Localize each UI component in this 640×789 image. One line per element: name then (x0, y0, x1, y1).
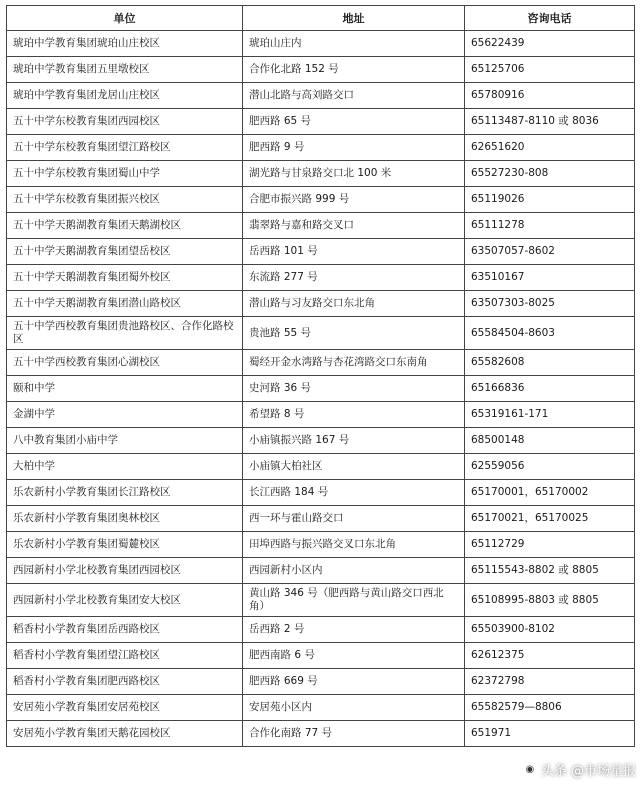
cell-address: 湖光路与甘泉路交口北 100 米 (243, 161, 465, 187)
table-row (7, 291, 635, 317)
cell-unit: 稻香村小学教育集团岳西路校区 (7, 617, 243, 643)
cell-phone: 62612375 (465, 643, 635, 669)
cell-address: 小庙镇振兴路 167 号 (243, 428, 465, 454)
cell-address: 岳西路 2 号 (243, 617, 465, 643)
cell-unit: 稻香村小学教育集团望江路校区 (7, 643, 243, 669)
cell-phone: 65582579—8806 (465, 695, 635, 721)
cell-address: 史河路 36 号 (243, 376, 465, 402)
cell-address: 肥西路 9 号 (243, 135, 465, 161)
table-row (7, 83, 635, 109)
cell-address: 合作化北路 152 号 (243, 57, 465, 83)
cell-address: 小庙镇大柏社区 (243, 454, 465, 480)
headline-logo-icon: ◉ (523, 762, 537, 776)
cell-address: 肥西南路 6 号 (243, 643, 465, 669)
cell-unit: 五十中学天鹅湖教育集团望岳校区 (7, 239, 243, 265)
table-header-row (7, 6, 635, 31)
table-row (7, 428, 635, 454)
cell-phone: 65582608 (465, 350, 635, 376)
cell-phone: 65527230-808 (465, 161, 635, 187)
table-row (7, 402, 635, 428)
cell-phone: 65170001，65170002 (465, 480, 635, 506)
table-row (7, 109, 635, 135)
cell-address: 肥西路 65 号 (243, 109, 465, 135)
cell-phone: 65780916 (465, 83, 635, 109)
watermark-text: 头条 @市场星报 (540, 763, 636, 779)
table-row (7, 213, 635, 239)
cell-unit: 颐和中学 (7, 376, 243, 402)
cell-phone: 65503900-8102 (465, 617, 635, 643)
table-row (7, 669, 635, 695)
cell-unit: 金湖中学 (7, 402, 243, 428)
cell-phone: 63510167 (465, 265, 635, 291)
cell-unit: 乐农新村小学教育集团蜀麓校区 (7, 532, 243, 558)
cell-phone: 63507303-8025 (465, 291, 635, 317)
table-row (7, 721, 635, 747)
cell-address: 希望路 8 号 (243, 402, 465, 428)
cell-address: 合肥市振兴路 999 号 (243, 187, 465, 213)
cell-phone: 65125706 (465, 57, 635, 83)
cell-unit: 稻香村小学教育集团肥西路校区 (7, 669, 243, 695)
cell-phone: 65115543-8802 或 8805 (465, 558, 635, 584)
cell-phone: 65170021，65170025 (465, 506, 635, 532)
cell-unit: 五十中学西校教育集团心湖校区 (7, 350, 243, 376)
cell-address: 翡翠路与嘉和路交叉口 (243, 213, 465, 239)
table-row (7, 454, 635, 480)
cell-unit: 五十中学天鹅湖教育集团天鹅湖校区 (7, 213, 243, 239)
cell-phone: 65319161-171 (465, 402, 635, 428)
cell-unit: 五十中学天鹅湖教育集团蜀外校区 (7, 265, 243, 291)
table-body (7, 31, 635, 747)
header-phone: 咨询电话 (465, 6, 635, 31)
table-row (7, 506, 635, 532)
cell-unit: 安居苑小学教育集团天鹅花园校区 (7, 721, 243, 747)
table-row (7, 350, 635, 376)
cell-unit: 五十中学天鹅湖教育集团潜山路校区 (7, 291, 243, 317)
cell-phone: 65166836 (465, 376, 635, 402)
cell-unit: 八中教育集团小庙中学 (7, 428, 243, 454)
cell-phone: 63507057-8602 (465, 239, 635, 265)
cell-unit: 琥珀中学教育集团龙居山庄校区 (7, 83, 243, 109)
cell-unit: 五十中学西校教育集团贵池路校区、合作化路校区 (7, 317, 243, 350)
cell-phone: 62651620 (465, 135, 635, 161)
table-row (7, 265, 635, 291)
cell-address: 合作化南路 77 号 (243, 721, 465, 747)
table-row (7, 135, 635, 161)
cell-unit: 琥珀中学教育集团琥珀山庄校区 (7, 31, 243, 57)
cell-phone: 65108995-8803 或 8805 (465, 584, 635, 617)
cell-unit: 五十中学东校教育集团西园校区 (7, 109, 243, 135)
cell-address: 琥珀山庄内 (243, 31, 465, 57)
cell-address: 蜀经开金水湾路与杏花湾路交口东南角 (243, 350, 465, 376)
table-row (7, 376, 635, 402)
header-unit: 单位 (7, 6, 243, 31)
cell-unit: 西园新村小学北校教育集团西园校区 (7, 558, 243, 584)
cell-address: 西一环与霍山路交口 (243, 506, 465, 532)
cell-phone: 65112729 (465, 532, 635, 558)
cell-phone: 62559056 (465, 454, 635, 480)
table-row (7, 57, 635, 83)
cell-phone: 68500148 (465, 428, 635, 454)
table-row (7, 187, 635, 213)
cell-phone: 62372798 (465, 669, 635, 695)
cell-address: 西园新村小区内 (243, 558, 465, 584)
cell-unit: 五十中学东校教育集团望江路校区 (7, 135, 243, 161)
cell-address: 东流路 277 号 (243, 265, 465, 291)
cell-address: 潜山北路与高刘路交口 (243, 83, 465, 109)
cell-phone: 65119026 (465, 187, 635, 213)
table-row (7, 558, 635, 584)
cell-address: 潜山路与习友路交口东北角 (243, 291, 465, 317)
table-row (7, 31, 635, 57)
cell-phone: 65584504-8603 (465, 317, 635, 350)
header-address: 地址 (243, 6, 465, 31)
cell-address: 长江西路 184 号 (243, 480, 465, 506)
table-row (7, 532, 635, 558)
cell-phone: 65622439 (465, 31, 635, 57)
cell-address: 肥西路 669 号 (243, 669, 465, 695)
cell-unit: 安居苑小学教育集团安居苑校区 (7, 695, 243, 721)
table-row (7, 317, 635, 350)
cell-unit: 乐农新村小学教育集团奥林校区 (7, 506, 243, 532)
cell-unit: 大柏中学 (7, 454, 243, 480)
cell-unit: 五十中学东校教育集团振兴校区 (7, 187, 243, 213)
table-row (7, 584, 635, 617)
cell-address: 岳西路 101 号 (243, 239, 465, 265)
cell-phone: 651971 (465, 721, 635, 747)
table-row (7, 643, 635, 669)
cell-unit: 乐农新村小学教育集团长江路校区 (7, 480, 243, 506)
table-row (7, 617, 635, 643)
cell-address: 田埠西路与振兴路交叉口东北角 (243, 532, 465, 558)
cell-phone: 65113487-8110 或 8036 (465, 109, 635, 135)
cell-address: 黄山路 346 号（肥西路与黄山路交口西北角） (243, 584, 465, 617)
table-row (7, 239, 635, 265)
cell-phone: 65111278 (465, 213, 635, 239)
cell-unit: 西园新村小学北校教育集团安大校区 (7, 584, 243, 617)
cell-unit: 五十中学东校教育集团蜀山中学 (7, 161, 243, 187)
table-row (7, 161, 635, 187)
cell-address: 贵池路 55 号 (243, 317, 465, 350)
contact-table (6, 5, 635, 747)
cell-unit: 琥珀中学教育集团五里墩校区 (7, 57, 243, 83)
cell-address: 安居苑小区内 (243, 695, 465, 721)
table-row (7, 695, 635, 721)
table-row (7, 480, 635, 506)
watermark (500, 756, 640, 782)
